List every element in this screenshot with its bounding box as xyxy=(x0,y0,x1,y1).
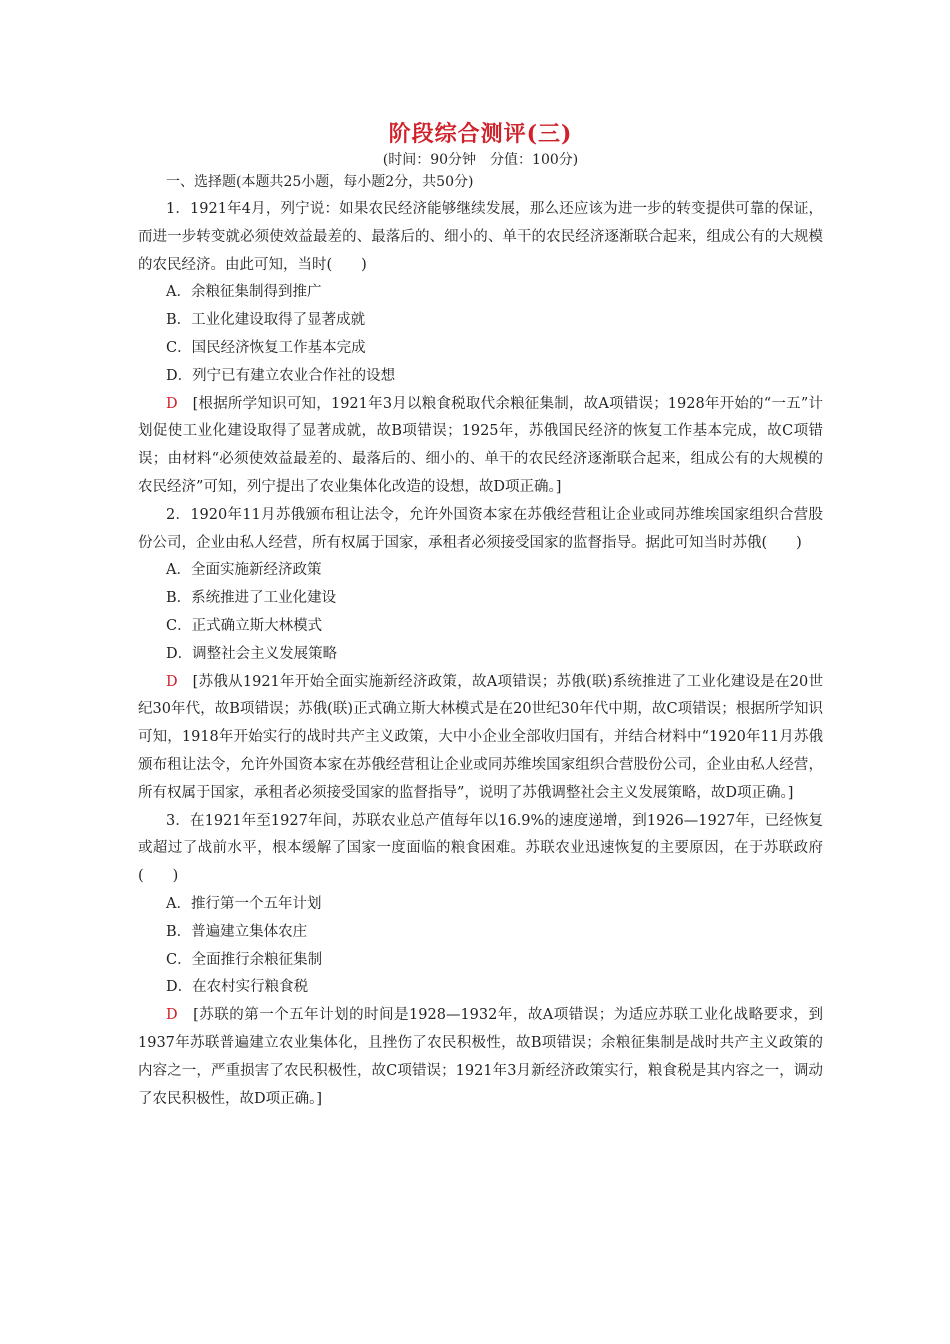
question-stem: 2．1920年11月苏俄颁布租让法令，允许外国资本家在苏俄经营租让企业或同苏维埃国家组织合营股份公司，企业由私人经营，所有权属于国家，承租者必须接受国家的监督指导。据此可知当时苏俄( ) xyxy=(138,506,823,551)
explanation-text: [苏联的第一个五年计划的时间是1928—1932年，故A项错误；为适应苏联工业化战略要求，到1937年苏联普遍建立农业集体化，且挫伤了农民积极性，故B项错误；余粮征集制是战时共产主义政策的内容之一，严重损害了农民积极性，故C项错误；1921年3月新经济政策实行，粮食税是其内容之一，调动了农民积极性，故D项正确。] xyxy=(138,1007,824,1107)
option-d: D．调整社会主义发展策略 xyxy=(166,645,338,662)
option-a: A．推行第一个五年计划 xyxy=(166,895,322,912)
option-d: D．在农村实行粮食税 xyxy=(166,979,309,996)
document-title: 阶段综合测评(三) xyxy=(388,121,573,147)
answer-letter: D xyxy=(166,673,178,690)
option-c: C．国民经济恢复工作基本完成 xyxy=(166,339,366,356)
answer-letter: D xyxy=(166,395,178,412)
answer-explanation xyxy=(138,391,823,502)
option-a: A．余粮征集制得到推广 xyxy=(166,284,322,301)
explanation-text: [苏俄从1921年开始全面实施新经济政策，故A项错误；苏俄(联)系统推进了工业化建设是在20世纪30年代，故B项错误；苏俄(联)正式确立斯大林模式是在20世纪30年代中期，故C项错误；根据所学知识可知，1918年开始实行的战时共产主义政策，大中小企业全部收归国有，并结合材料中“1920年11月苏俄颁布租让法令，允许外国资本家在苏俄经营租让企业或同苏维埃国家组织合营股份公司，企业由私人经营，所有权属于国家，承租者必须接受国家的监督指导”，说明了苏俄调整社会主义发展策略，故D项正确。] xyxy=(138,673,823,801)
option-c: C．全面推行余粮征集制 xyxy=(166,951,323,968)
document-page xyxy=(138,118,823,1113)
answer-explanation xyxy=(138,1002,823,1113)
explanation-text: [根据所学知识可知，1921年3月以粮食税取代余粮征集制，故A项错误；1928年开始的“一五”计划促使工业化建设取得了显著成就，故B项错误；1925年，苏俄国民经济的恢复工作基本完成，故C项错误；由材料“必须使效益最差的、最落后的、细小的、单干的农民经济逐渐联合起来，组成公有的大规模的农民经济”可知，列宁提出了农业集体化改造的设想，故D项正确。] xyxy=(138,395,824,495)
question-3 xyxy=(138,808,823,1114)
document-subtitle: (时间：90分钟 分值：100分) xyxy=(382,152,579,168)
option-c: C．正式确立斯大林模式 xyxy=(166,617,323,634)
option-d: D．列宁已有建立农业合作社的设想 xyxy=(166,367,396,384)
option-b: B．普遍建立集体农庄 xyxy=(166,923,308,940)
option-b: B．工业化建设取得了显著成就 xyxy=(166,312,366,329)
option-a: A．全面实施新经济政策 xyxy=(166,562,322,579)
answer-explanation xyxy=(138,669,823,808)
question-1 xyxy=(138,196,823,502)
answer-letter: D xyxy=(166,1007,178,1024)
option-b: B．系统推进了工业化建设 xyxy=(166,590,337,607)
question-stem: 1．1921年4月，列宁说：如果农民经济能够继续发展，那么还应该为进一步的转变提供可靠的保证，而进一步转变就必须使效益最差的、最落后的、细小的、单干的农民经济逐渐联合起来，组成公有的大规模的农民经济。由此可知，当时( ) xyxy=(138,201,823,273)
question-2 xyxy=(138,502,823,808)
section-heading: 一、选择题(本题共25小题，每小题2分，共50分) xyxy=(166,174,474,190)
question-stem: 3．在1921年至1927年间，苏联农业总产值每年以16.9%的速度递增，到1926—1927年，已经恢复或超过了战前水平，根本缓解了国家一度面临的粮食困难。苏联农业迅速恢复的主要原因，在于苏联政府( ) xyxy=(138,812,823,885)
